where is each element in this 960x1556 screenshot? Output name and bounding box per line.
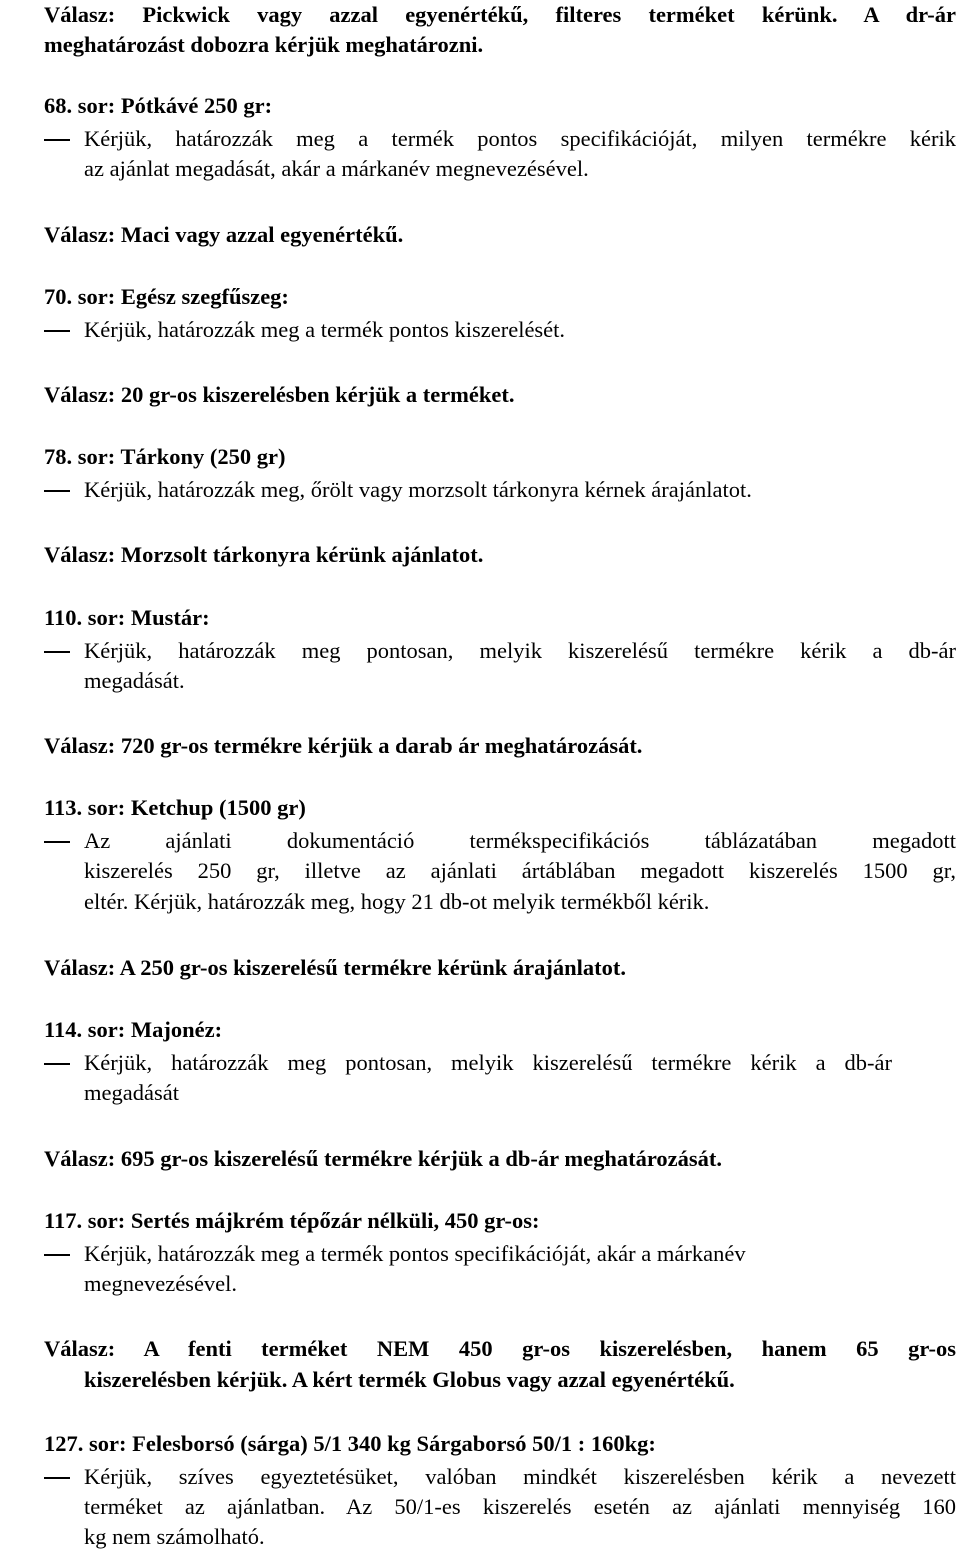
bullet-dash [44,490,70,492]
intro-answer-line-1: Válasz: Pickwick vagy azzal egyenértékű, filteres terméket kérünk. A dr-ár [44,2,956,27]
intro-answer-line-2: meghatározást dobozra kérjük meghatározni. [44,32,484,57]
question-line: Kérjük, szíves egyeztetésüket, valóban mindkét kiszerelésben kérik a nevezett [84,1464,956,1489]
bullet-dash [44,139,70,141]
question-line: megadását [84,1080,179,1105]
question-line: kg nem számolható. [84,1524,265,1549]
bullet-dash [44,1254,70,1256]
bullet-dash [44,1063,70,1065]
question-line: terméket az ajánlatban. Az 50/1-es kiszerelés esetén az ajánlati mennyiség 160 [84,1494,956,1519]
answer-line: Válasz: Maci vagy azzal egyenértékű. [44,222,404,247]
question-line: eltér. Kérjük, határozzák meg, hogy 21 db-ot melyik termékből kérik. [84,889,710,914]
item-heading: 127. sor: Felesborsó (sárga) 5/1 340 kg Sárgaborsó 50/1 : 160kg: [44,1431,656,1456]
question-line: megnevezésével. [84,1271,238,1296]
answer-line: Válasz: Morzsolt tárkonyra kérünk ajánlatot. [44,542,484,567]
answer-line: Válasz: A 250 gr-os kiszerelésű termékre kérünk árajánlatot. [44,955,627,980]
item-heading: 114. sor: Majonéz: [44,1017,223,1042]
question-line: Kérjük, határozzák meg a termék pontos specifikációját, milyen termékre kérik [84,126,956,151]
question-line: Kérjük, határozzák meg a termék pontos specifikációját, akár a márkanév [84,1241,746,1266]
question-line: Az ajánlati dokumentáció termékspecifikációs táblázatában megadott [84,828,956,853]
question-line: kiszerelés 250 gr, illetve az ajánlati ártáblában megadott kiszerelés 1500 gr, [84,858,956,883]
item-heading: 117. sor: Sertés májkrém tépőzár nélküli, 450 gr-os: [44,1208,540,1233]
answer-line: Válasz: 695 gr-os kiszerelésű termékre kérjük a db-ár meghatározását. [44,1146,723,1171]
item-heading: 78. sor: Tárkony (250 gr) [44,444,286,469]
answer-line: Válasz: 720 gr-os termékre kérjük a darab ár meghatározását. [44,733,643,758]
question-line: Kérjük, határozzák meg pontosan, melyik kiszerelésű termékre kérik a db-ár [84,1050,892,1075]
answer-line: Válasz: 20 gr-os kiszerelésben kérjük a terméket. [44,382,515,407]
bullet-dash [44,330,70,332]
item-heading: 113. sor: Ketchup (1500 gr) [44,795,306,820]
item-heading: 110. sor: Mustár: [44,605,210,630]
item-heading: 70. sor: Egész szegfűszeg: [44,284,289,309]
answer-line: kiszerelésben kérjük. A kért termék Globus vagy azzal egyenértékű. [84,1367,735,1392]
bullet-dash [44,651,70,653]
question-line: Kérjük, határozzák meg a termék pontos kiszerelését. [84,317,566,342]
question-line: az ajánlat megadását, akár a márkanév megnevezésével. [84,156,589,181]
bullet-dash [44,841,70,843]
bullet-dash [44,1477,70,1479]
question-line: Kérjük, határozzák meg, őrölt vagy morzsolt tárkonyra kérnek árajánlatot. [84,477,752,502]
question-line: Kérjük, határozzák meg pontosan, melyik kiszerelésű termékre kérik a db-ár [84,638,956,663]
answer-line: Válasz: A fenti terméket NEM 450 gr-os kiszerelésben, hanem 65 gr-os [44,1336,956,1361]
item-heading: 68. sor: Pótkávé 250 gr: [44,93,273,118]
question-line: megadását. [84,668,185,693]
